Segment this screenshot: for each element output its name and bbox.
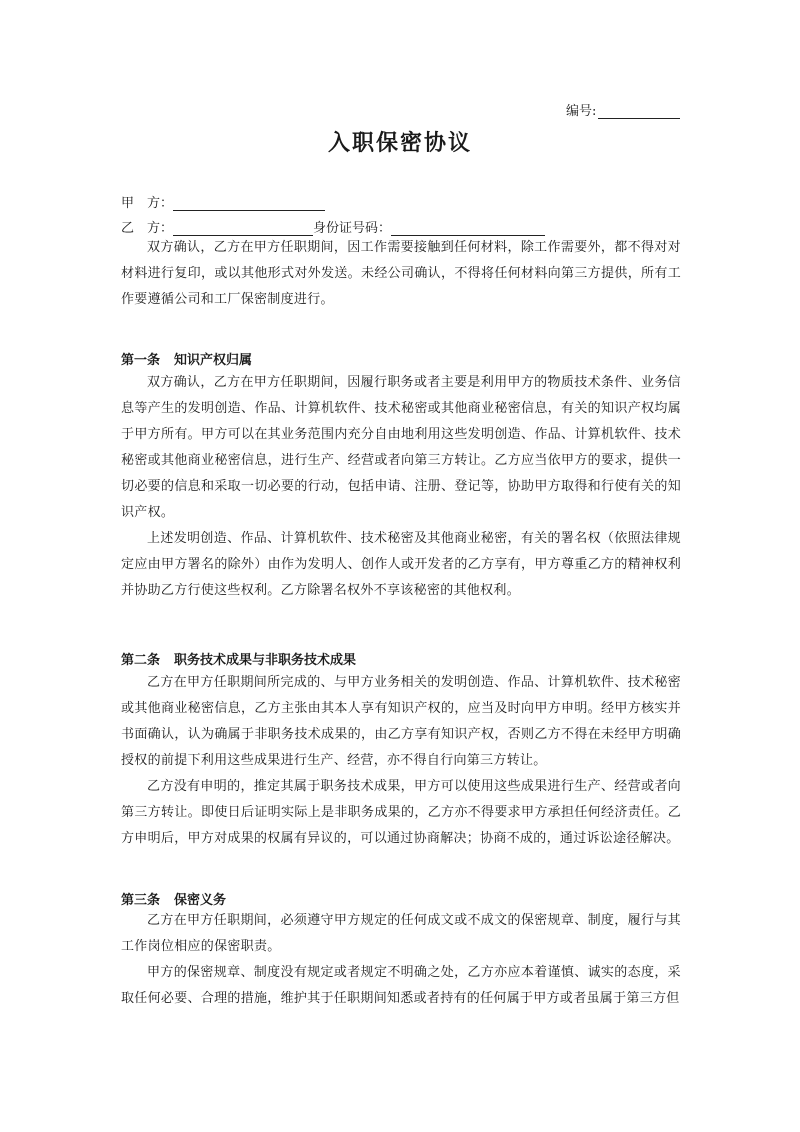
paragraph: 上述发明创造、作品、计算机软件、技术秘密及其他商业秘密，有关的署名权（依照法律规定应由甲方署名的除外）由作为发明人、创作人或开发者的乙方享有，甲方尊重乙方的精神权利并协助乙方行使这些权利。乙方除署名权外不享该秘密的其他权利。 (121, 531, 681, 598)
party-a-field (121, 192, 325, 211)
paragraph: 乙方在甲方任职期间所完成的、与甲方业务相关的发明创造、作品、计算机软件、技术秘密或其他商业秘密信息，乙方主张由其本人享有知识产权的，应当及时向甲方申明。经甲方核实并书面确认，认为确属于非职务技术成果的，由乙方享有知识产权，否则乙方不得在未经甲方明确授权的前提下利用这些成果进行生产、经营，亦不得自行向第三方转让。 (121, 675, 681, 768)
section-3-body (121, 908, 681, 1012)
section-title: 职务技术成果与非职务技术成果 (174, 653, 357, 668)
section-2-body (121, 670, 681, 852)
party-a-label: 甲 方： (121, 196, 174, 211)
section-3-heading (121, 889, 226, 908)
serial-number (566, 100, 680, 119)
party-a-blank[interactable] (173, 196, 325, 211)
id-label: 身份证号码： (313, 221, 392, 236)
party-b-label: 乙 方： (121, 221, 174, 236)
section-2-heading (121, 649, 356, 668)
serial-blank[interactable] (598, 104, 680, 119)
party-b-field (121, 217, 545, 236)
paragraph: 乙方在甲方任职期间，必须遵守甲方规定的任何成文或不成文的保密规章、制度，履行与其工作岗位相应的保密职责。 (121, 913, 681, 954)
section-title: 知识产权归属 (174, 353, 253, 368)
section-number: 第三条 (121, 893, 161, 908)
section-1-heading (121, 349, 252, 368)
section-title: 保密义务 (174, 893, 227, 908)
paragraph: 双方确认，乙方在甲方任职期间，因履行职务或者主要是利用甲方的物质技术条件、业务信息等产生的发明创造、作品、计算机软件、技术秘密或其他商业秘密信息，有关的知识产权均属于甲方所有。甲方可以在其业务范围内充分自由地利用这些发明创造、作品、计算机软件、技术秘密或其他商业秘密信息，进行生产、经营或者向第三方转让。乙方应当依甲方的要求，提供一切必要的信息和采取一切必要的行动，包括申请、注册、登记等，协助甲方取得和行使有关的知识产权。 (121, 375, 681, 520)
section-number: 第二条 (121, 653, 161, 668)
id-number-blank[interactable] (391, 221, 545, 236)
document-title: 入职保密协议 (327, 130, 472, 156)
paragraph: 乙方没有申明的，推定其属于职务技术成果，甲方可以使用这些成果进行生产、经营或者向第三方转让。即使日后证明实际上是非职务成果的，乙方亦不得要求甲方承担任何经济责任。乙方申明后，甲方对成果的权属有异议的，可以通过协商解决；协商不成的，通过诉讼途径解决。 (121, 779, 681, 846)
party-b-blank[interactable] (173, 221, 313, 236)
section-1-body (121, 370, 681, 604)
intro-paragraph: 双方确认，乙方在甲方任职期间，因工作需要接触到任何材料，除工作需要外，都不得对对材料进行复印，或以其他形式对外发送。未经公司确认，不得将任何材料向第三方提供，所有工作要遵循公司和工厂保密制度进行。 (121, 240, 681, 307)
serial-label: 编号: (566, 104, 597, 119)
intro-block (121, 235, 681, 313)
section-number: 第一条 (121, 353, 161, 368)
paragraph: 甲方的保密规章、制度没有规定或者规定不明确之处，乙方亦应本着谨慎、诚实的态度，采取任何必要、合理的措施，维护其于任职期间知悉或者持有的任何属于甲方或者虽属于第三方但 (121, 965, 681, 1006)
